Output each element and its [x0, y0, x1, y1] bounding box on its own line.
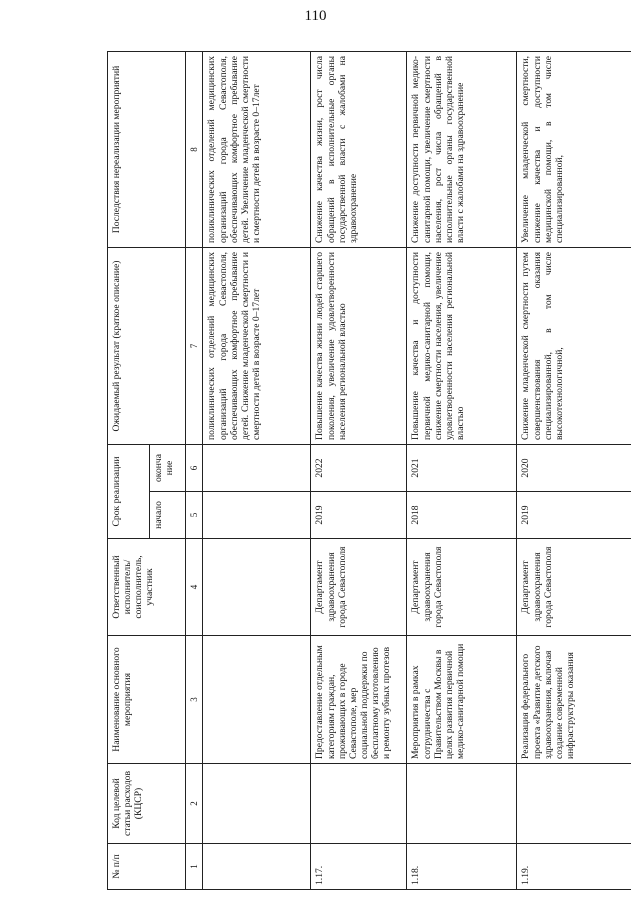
cell-name: [203, 636, 311, 764]
cell-executor: Департамент здравоохранения города Севастополя: [407, 539, 517, 636]
header-start: начало: [150, 492, 186, 539]
cell-start: [203, 492, 311, 539]
column-number: 1: [186, 844, 203, 890]
cell-result: Повышение качества и доступности первичной медико-санитарной помощи, снижение смертности населения, увеличение удовлетворенности населения региональной властью: [407, 247, 517, 444]
header-name: Наименование основного мероприятия: [108, 636, 186, 764]
header-executor: Ответственный исполнитель/ соисполнитель, участник: [108, 539, 186, 636]
header-num: № п/п: [108, 844, 186, 890]
cell-consequence: поликлинических отделений медицинских организаций города Севастополя, обеспечивающих комфортное пребывание детей. Увеличение младенческой смертности и смертности детей в возрасте 0–17лет: [203, 51, 311, 247]
header-result: Ожидаемый результат (краткое описание): [108, 247, 186, 444]
cell-num: 1.18.: [407, 844, 517, 890]
cell-start: 2018: [407, 492, 517, 539]
cell-code: [311, 764, 407, 844]
rotated-table-container: [107, 52, 631, 890]
cell-end: 2021: [407, 444, 517, 491]
cell-end: 2022: [311, 444, 407, 491]
cell-result: поликлинических отделений медицинских организаций города Севастополя, обеспечивающих комфортное пребывание детей. Снижение младенческой смертности и смертности детей в возрасте 0–17лет: [203, 247, 311, 444]
cell-consequence: Снижение доступности первичной медико-санитарной помощи, увеличение смертности населения, рост числа обращений в исполнительные органы государственной власти с жалобами на здравоохранение: [407, 51, 517, 247]
cell-num: 1.17.: [311, 844, 407, 890]
header-consequence: Последствия нереализации мероприятий: [108, 51, 186, 247]
column-number: 4: [186, 539, 203, 636]
column-number: 7: [186, 247, 203, 444]
column-numbers-row: [186, 51, 203, 889]
cell-code: [203, 764, 311, 844]
cell-result: Снижение младенческой смертности путем совершенствования оказания специализированной, в том числе высокотехнологичной,: [517, 247, 631, 444]
cell-num: [203, 844, 311, 890]
column-number: 5: [186, 492, 203, 539]
cell-name: Реализация федерального проекта «Развитие детского здравоохранения, включая создание современной инфраструктуры оказания: [517, 636, 631, 764]
cell-end: [203, 444, 311, 491]
table-row: [517, 51, 631, 889]
program-table: [107, 51, 631, 890]
cell-executor: [203, 539, 311, 636]
column-number: 6: [186, 444, 203, 491]
header-term: Срок реализации: [108, 444, 150, 538]
cell-start: 2019: [517, 492, 631, 539]
rotated-table-wrapper: [107, 52, 631, 890]
cell-code: [407, 764, 517, 844]
cell-start: 2019: [311, 492, 407, 539]
cell-code: [517, 764, 631, 844]
cell-consequence: Увеличение младенческой смертности, снижение качества и доступности медицинской помощи, в том числе специализированной,: [517, 51, 631, 247]
header-row-1: [108, 51, 150, 889]
cell-consequence: Снижение качества жизни, рост числа обращений в исполнительные органы государственной власти с жалобами на здравоохранение: [311, 51, 407, 247]
cell-num: 1.19.: [517, 844, 631, 890]
cell-result: Повышение качества жизни людей старшего поколения, увеличение удовлетворенности населения региональной властью: [311, 247, 407, 444]
column-number: 3: [186, 636, 203, 764]
header-code: Код целевой статьи расходов (КЦСР): [108, 764, 186, 844]
cell-name: Предоставление отдельным категориям граждан, проживающих в городе Севастополе, мер социальной поддержки по бесплатному изготовлению и ремонту зубных протезов: [311, 636, 407, 764]
cell-end: 2020: [517, 444, 631, 491]
column-number: 2: [186, 764, 203, 844]
header-end: оконча ние: [150, 444, 186, 491]
cell-executor: Департамент здравоохранения города Севастополя: [311, 539, 407, 636]
table-row: [407, 51, 517, 889]
page-number: 110: [304, 8, 327, 24]
column-number: 8: [186, 51, 203, 247]
table-row: [311, 51, 407, 889]
cell-executor: Департамент здравоохранения города Севастополя: [517, 539, 631, 636]
cell-name: Мероприятия в рамках сотрудничества с Правительством Москвы в целях развития первичной медико-санитарной помощи: [407, 636, 517, 764]
table-row-continuation: [203, 51, 311, 889]
